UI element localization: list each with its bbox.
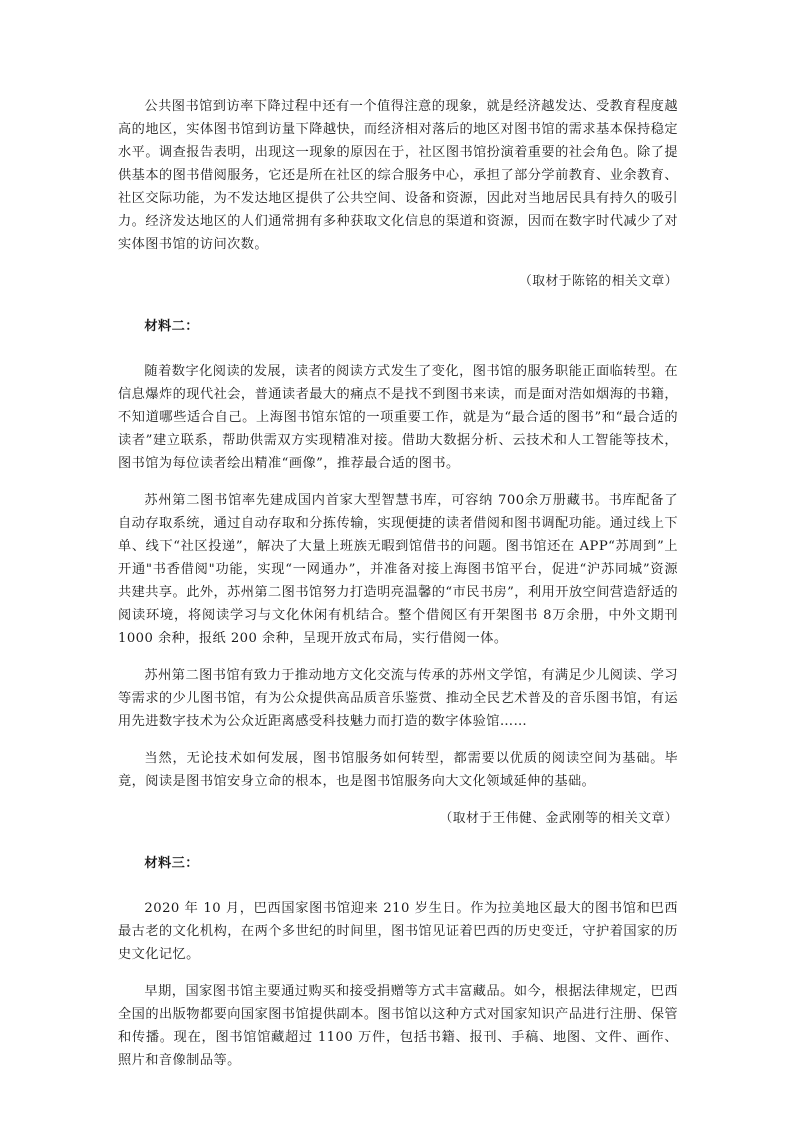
document-page [118, 95, 678, 1086]
paragraph-brazil-collection: 早期，国家图书馆主要通过购买和接受捐赠等方式丰富藏品。如今，根据法律规定，巴西全国的出版物都要向国家图书馆提供副本。图书馆以这种方式对国家知识产品进行注册、保管和传播。现在，图书馆馆藏超过 1100 万件，包括书籍、报刊、手稿、地图、文件、画作、照片和音像制品等。 [118, 984, 678, 1068]
paragraph-suzhou-branches: 苏州第二图书馆有致力于推动地方文化交流与传承的苏州文学馆，有满足少儿阅读、学习等需求的少儿图书馆，有为公众提供高品质音乐鉴赏、推动全民艺术普及的音乐图书馆，有运用先进数字技术为公众近距离感受科技魅力而打造的数字体验馆…… [118, 668, 678, 729]
source-citation: （取材于陈铭的相关文章） [519, 274, 678, 289]
paragraph-reading-space: 当然，无论技术如何发展，图书馆服务如何转型，都需要以优质的阅读空间为基础。毕竟，阅读是图书馆安身立命的根本，也是图书馆服务向大文化领域延伸的基础。 [118, 751, 678, 789]
section-heading-material-three: 材料三： [144, 856, 199, 871]
paragraph-brazil-library: 2020 年 10 月，巴西国家图书馆迎来 210 岁生日。作为拉美地区最大的图书馆和巴西最古老的文化机构，在两个多世纪的时间里，图书馆见证着巴西的历史变迁，守护着国家的历史文化记忆。 [118, 901, 678, 962]
paragraph-suzhou-smart-library: 苏州第二图书馆率先建成国内首家大型智慧书库，可容纳 700余万册藏书。书库配备了自动存取系统，通过自动存取和分拣传输，实现便捷的读者借阅和图书调配功能。通过线上下单、线下“社区投递”，解决了大量上班族无暇到馆借书的问题。图书馆还在 APP“苏周到”上开通"书香借阅"功能，实现“一网通办”，并准备对接上海图书馆平台，促进“沪苏同城”资源共建共享。此外，苏州第二图书馆努力打造明亮温馨的“市民书房”，利用开放空间营造舒适的阅读环境，将阅读学习与文化休闲有机结合。整个借阅区有开架图书 8万余册，中外文期刊 1000 余种，报纸 200 余种，呈现开放式布局，实行借阅一体。 [118, 493, 678, 646]
paragraph-digital-reading: 随着数字化阅读的发展，读者的阅读方式发生了变化，图书馆的服务职能正面临转型。在信息爆炸的现代社会，普通读者最大的痛点不是找不到图书来读，而是面对浩如烟海的书籍，不知道哪些适合自己。上海图书馆东馆的一项重要工作，就是为“最合适的图书”和“最合适的读者”建立联系，帮助供需双方实现精准对接。借助大数据分析、云技术和人工智能等技术，图书馆为每位读者绘出精准“画像”，推荐最合适的图书。 [118, 364, 678, 471]
source-citation: （取材于王伟健、金武刚等的相关文章） [439, 811, 678, 826]
paragraph-library-visits: 公共图书馆到访率下降过程中还有一个值得注意的现象，就是经济越发达、受教育程度越高的地区，实体图书馆到访量下降越快，而经济相对落后的地区对图书馆的需求基本保持稳定水平。调查报告表明，出现这一现象的原因在于，社区图书馆扮演着重要的社会角色。除了提供基本的图书借阅服务，它还是所在社区的综合服务中心，承担了部分学前教育、业余教育、社区交际功能，为不发达地区提供了公共空间、设备和资源，因此对当地居民具有持久的吸引力。经济发达地区的人们通常拥有多种获取文化信息的渠道和资源，因而在数字时代减少了对实体图书馆的访问次数。 [118, 99, 678, 252]
section-heading-material-two: 材料二： [144, 319, 199, 334]
